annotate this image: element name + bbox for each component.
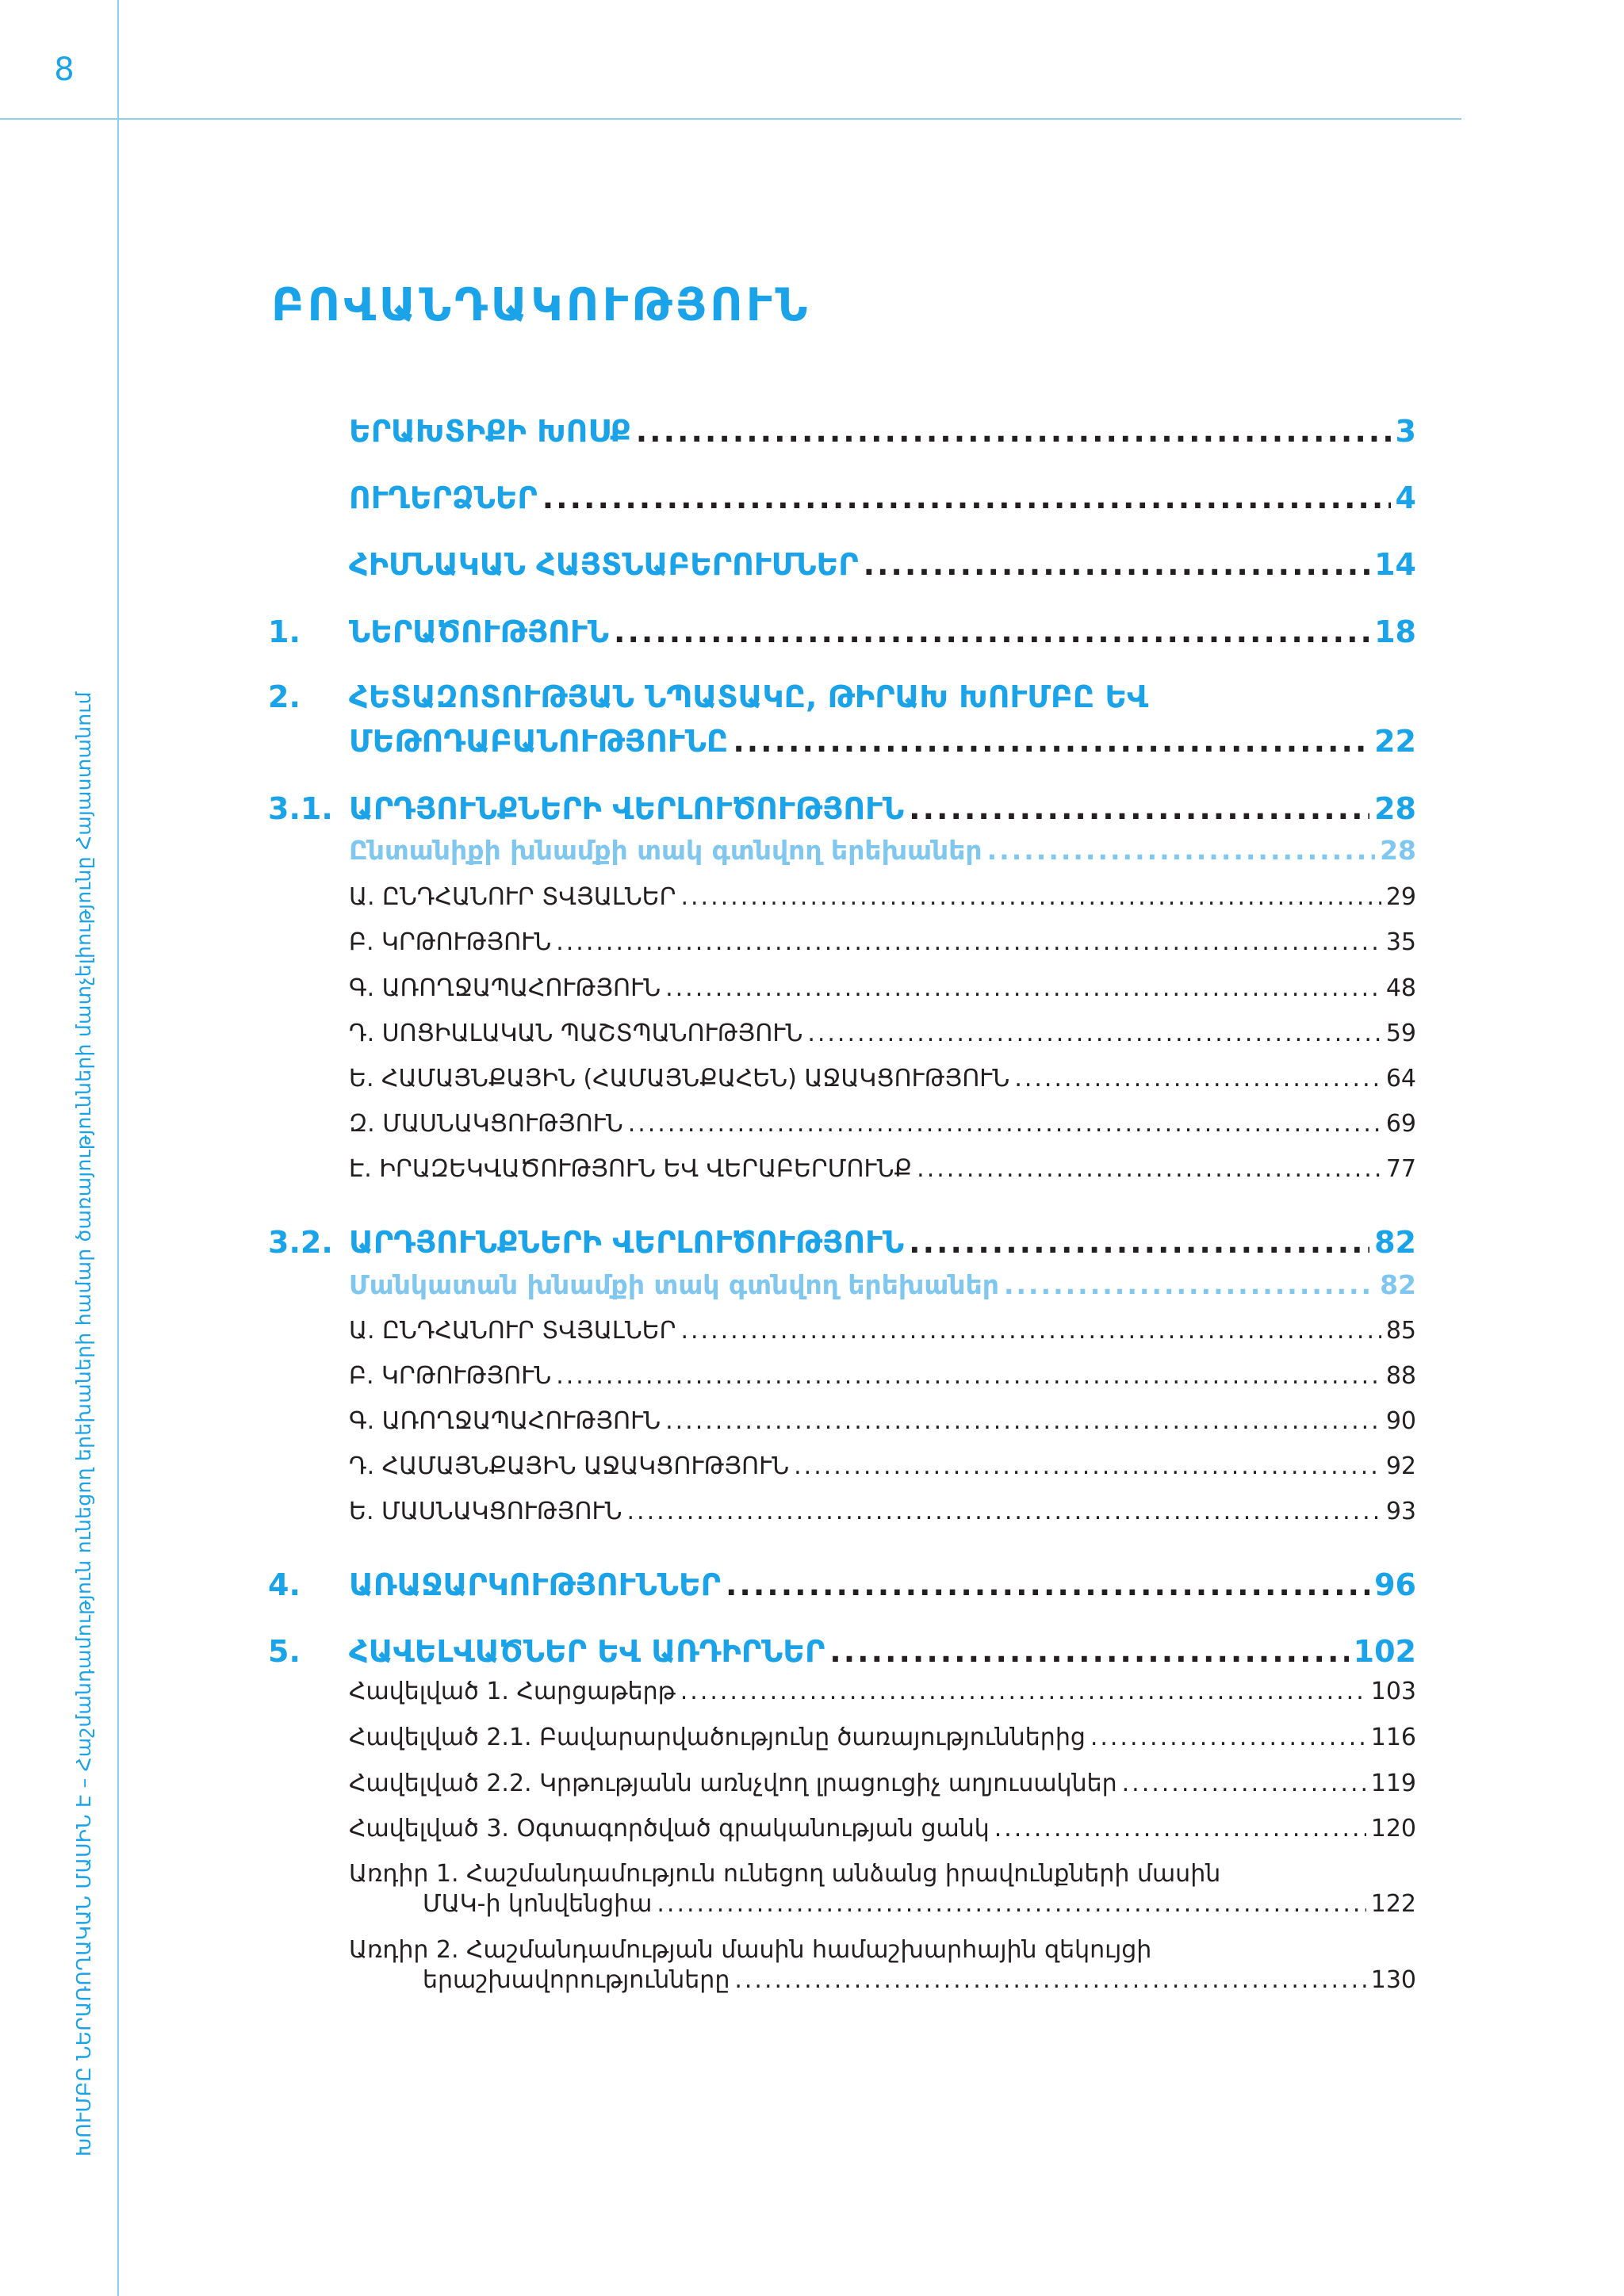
toc-entry-recommendations[interactable] — [268, 1567, 1416, 1602]
dot-leader — [665, 1406, 1381, 1437]
toc-insert-1[interactable] — [423, 1889, 1416, 1919]
toc-entry-section-3-1[interactable] — [268, 791, 1416, 826]
toc-entry-label: ՀԵՏԱԶՈՏՈՒԹՅԱՆ ՆՊԱՏԱԿԸ, ԹԻՐԱԽ ԽՈՒՄԲԸ ԵՎ — [349, 679, 1149, 714]
toc-insert-1-line1[interactable]: Առդիր 1. Հաշմանդամություն ունեցող անձանց իրավունքների մասին — [349, 1860, 1221, 1888]
toc-entry-number: 3.1. — [268, 791, 333, 826]
toc-insert-2[interactable] — [423, 1965, 1416, 1996]
toc-entry-annexes[interactable] — [268, 1634, 1416, 1669]
toc-entry-page: 122 — [1370, 1890, 1416, 1918]
toc-annex-item[interactable] — [349, 1723, 1416, 1753]
toc-entry-foreword[interactable] — [349, 414, 1416, 449]
toc-entry-page: 28 — [1374, 791, 1416, 826]
toc-entry-page: 22 — [1374, 724, 1416, 759]
toc-entry-page: 93 — [1385, 1498, 1416, 1525]
toc-entry-label: Մանկատան խնամքի տակ գտնվող երեխաներ — [349, 1269, 999, 1300]
toc-entry-number: 3.2. — [268, 1225, 333, 1260]
toc-entry-label: Ընտանիքի խնամքի տակ գտնվող երեխաներ — [349, 835, 982, 866]
toc-entry-methodology-line1[interactable] — [268, 679, 1149, 714]
dot-leader — [657, 1889, 1365, 1919]
toc-subentry[interactable] — [349, 1019, 1416, 1049]
dot-leader — [680, 1677, 1366, 1707]
toc-subentry[interactable] — [349, 1497, 1416, 1527]
toc-entry-label: ԱՐԴՅՈՒՆՔՆԵՐԻ ՎԵՐԼՈՒԾՈՒԹՅՈՒՆ — [349, 1225, 905, 1260]
toc-entry-key-findings[interactable] — [349, 547, 1416, 582]
dot-leader — [665, 974, 1381, 1004]
dot-leader — [726, 1567, 1369, 1602]
toc-entry-number: 4. — [268, 1567, 301, 1602]
toc-entry-label: Ե. ՄԱՍՆԱԿՑՈՒԹՅՈՒՆ — [349, 1498, 622, 1525]
dot-leader — [1014, 1064, 1381, 1094]
toc-entry-page: 119 — [1370, 1770, 1416, 1797]
toc-entry-number: 5. — [268, 1634, 301, 1669]
toc-subtitle-family-care[interactable] — [349, 835, 1416, 867]
dot-leader — [680, 1316, 1381, 1346]
page-number: 8 — [54, 52, 75, 88]
dot-leader — [614, 614, 1369, 649]
dot-leader — [1090, 1723, 1366, 1753]
toc-entry-label: Հավելված 2.1. Բավարարվածությունը ծառայություններից — [349, 1724, 1086, 1751]
dot-leader — [628, 1109, 1381, 1139]
toc-entry-acronyms[interactable] — [349, 480, 1416, 515]
toc-subentry[interactable] — [349, 1064, 1416, 1094]
toc-entry-page: 90 — [1385, 1407, 1416, 1435]
toc-entry-label: ՀԱՎԵԼՎԱԾՆԵՐ ԵՎ ԱՌԴԻՐՆԵՐ — [349, 1634, 825, 1669]
toc-title: ԲՈՎԱՆԴԱԿՈՒԹՅՈՒՆ — [271, 279, 811, 331]
toc-entry-page: 96 — [1374, 1567, 1416, 1602]
toc-annex-item[interactable] — [349, 1769, 1416, 1799]
toc-entry-introduction[interactable] — [268, 614, 1416, 649]
toc-subtitle-orphanage-care[interactable] — [349, 1269, 1416, 1301]
toc-annex-item[interactable] — [349, 1814, 1416, 1844]
toc-entry-page: 14 — [1374, 547, 1416, 582]
dot-leader — [864, 547, 1370, 582]
toc-entry-page: 120 — [1370, 1815, 1416, 1843]
toc-entry-label: Բ. ԿՐԹՈՒԹՅՈՒՆ — [349, 928, 552, 956]
toc-entry-label: Ե. ՀԱՄԱՅՆՔԱՅԻՆ (ՀԱՄԱՅՆՔԱՀԵՆ) ԱՋԱԿՑՈՒԹՅՈՒՆ — [349, 1065, 1010, 1093]
toc-entry-page: 102 — [1353, 1634, 1416, 1669]
dot-leader — [627, 1497, 1381, 1527]
dot-leader — [636, 414, 1391, 449]
dot-leader — [1122, 1769, 1366, 1799]
dot-leader — [556, 1361, 1381, 1391]
margin-vertical-rule — [117, 0, 119, 2296]
dot-leader — [1004, 1269, 1375, 1301]
toc-entry-page: 88 — [1385, 1362, 1416, 1390]
toc-entry-page: 130 — [1370, 1966, 1416, 1994]
dot-leader — [733, 724, 1369, 759]
toc-subentry[interactable] — [349, 1406, 1416, 1437]
toc-entry-page: 85 — [1385, 1317, 1416, 1345]
toc-subentry[interactable] — [349, 974, 1416, 1004]
toc-entry-methodology[interactable] — [349, 724, 1416, 759]
toc-entry-section-3-2[interactable] — [268, 1225, 1416, 1260]
toc-entry-label: Գ. ԱՌՈՂՋԱՊԱՀՈՒԹՅՈՒՆ — [349, 974, 661, 1002]
dot-leader — [734, 1965, 1365, 1996]
toc-entry-label: Է. ԻՐԱԶԵԿՎԱԾՈՒԹՅՈՒՆ ԵՎ ՎԵՐԱԲԵՐՄՈՒՆՔ — [349, 1155, 913, 1183]
toc-entry-number: 2. — [268, 679, 301, 714]
toc-subentry[interactable] — [349, 1154, 1416, 1184]
toc-entry-label: Հավելված 3. Օգտագործված գրականության ցանկ — [349, 1815, 990, 1843]
toc-entry-label: ՄԱԿ-ի կոնվենցիա — [423, 1890, 653, 1918]
toc-entry-page: 64 — [1385, 1065, 1416, 1093]
toc-entry-label: Ա. ԸՆԴՀԱՆՈՒՐ ՏՎՅԱԼՆԵՐ — [349, 1317, 676, 1345]
toc-entry-label: Հավելված 2.2. Կրթությանն առնչվող լրացուցիչ աղյուսակներ — [349, 1770, 1117, 1797]
side-running-title: ԽՈՒՄԲԸ ՆԵՐԱՌՈՂԱԿԱՆ ՄԱՍԻՆ Է – Հաշմանդամություն ունեցող երեխաների համար ծառայությունների մատչելիությունը Հայաստանում — [72, 691, 95, 2156]
toc-subentry[interactable] — [349, 1361, 1416, 1391]
toc-entry-label: Գ. ԱՌՈՂՋԱՊԱՀՈՒԹՅՈՒՆ — [349, 1407, 661, 1435]
dot-leader — [807, 1019, 1381, 1049]
toc-entry-page: 82 — [1374, 1225, 1416, 1260]
toc-entry-label: Հավելված 1. Հարցաթերթ — [349, 1678, 676, 1705]
toc-subentry[interactable] — [349, 1316, 1416, 1346]
toc-subentry[interactable] — [349, 928, 1416, 958]
toc-entry-label: ԱՐԴՅՈՒՆՔՆԵՐԻ ՎԵՐԼՈՒԾՈՒԹՅՈՒՆ — [349, 791, 905, 826]
toc-entry-label: ՀԻՄՆԱԿԱՆ ՀԱՅՏՆԱԲԵՐՈՒՄՆԵՐ — [349, 547, 859, 582]
toc-entry-label: ԵՐԱԽՏԻՔԻ ԽՈՍՔ — [349, 414, 631, 449]
dot-leader — [994, 1814, 1366, 1844]
dot-leader — [909, 791, 1369, 826]
dot-leader — [542, 480, 1391, 515]
toc-entry-number: 1. — [268, 614, 301, 649]
toc-entry-page: 103 — [1370, 1678, 1416, 1705]
toc-entry-page: 59 — [1385, 1020, 1416, 1047]
toc-entry-label: Դ. ՍՈՑԻԱԼԱԿԱՆ ՊԱՇՏՊԱՆՈՒԹՅՈՒՆ — [349, 1020, 803, 1047]
dot-leader — [556, 928, 1381, 958]
toc-subentry[interactable] — [349, 1109, 1416, 1139]
toc-entry-page: 48 — [1385, 974, 1416, 1002]
toc-subentry[interactable] — [349, 882, 1416, 913]
dot-leader — [680, 882, 1381, 913]
toc-entry-label: Զ. ՄԱՍՆԱԿՑՈՒԹՅՈՒՆ — [349, 1110, 623, 1138]
toc-entry-label: ՄԵԹՈԴԱԲԱՆՈՒԹՅՈՒՆԸ — [349, 724, 729, 759]
dot-leader — [829, 1634, 1348, 1669]
toc-entry-label: երաշխավորությունները — [423, 1966, 730, 1994]
toc-entry-page: 3 — [1395, 414, 1416, 449]
toc-entry-page: 116 — [1370, 1724, 1416, 1751]
toc-entry-page: 29 — [1385, 883, 1416, 911]
dot-leader — [987, 835, 1375, 867]
toc-entry-page: 82 — [1380, 1269, 1416, 1300]
toc-annex-item[interactable] — [349, 1677, 1416, 1707]
toc-entry-page: 92 — [1385, 1452, 1416, 1480]
toc-subentry[interactable] — [349, 1452, 1416, 1482]
toc-entry-page: 69 — [1385, 1110, 1416, 1138]
dot-leader — [917, 1154, 1381, 1184]
toc-entry-page: 35 — [1385, 928, 1416, 956]
toc-entry-label: Դ. ՀԱՄԱՅՆՔԱՅԻՆ ԱՋԱԿՑՈՒԹՅՈՒՆ — [349, 1452, 790, 1480]
dot-leader — [794, 1452, 1381, 1482]
toc-entry-label: ՆԵՐԱԾՈՒԹՅՈՒՆ — [349, 614, 610, 649]
header-horizontal-rule — [0, 118, 1461, 120]
toc-entry-label: ԱՌԱՋԱՐԿՈՒԹՅՈՒՆՆԵՐ — [349, 1567, 721, 1602]
toc-entry-label: Ա. ԸՆԴՀԱՆՈՒՐ ՏՎՅԱԼՆԵՐ — [349, 883, 676, 911]
toc-entry-label: Բ. ԿՐԹՈՒԹՅՈՒՆ — [349, 1362, 552, 1390]
toc-insert-2-line1[interactable]: Առդիր 2. Հաշմանդամության մասին համաշխարհային զեկույցի — [349, 1936, 1152, 1964]
toc-entry-page: 18 — [1374, 614, 1416, 649]
toc-entry-page: 28 — [1380, 835, 1416, 866]
dot-leader — [909, 1225, 1369, 1260]
toc-entry-label: ՈՒՂԵՐՁՆԵՐ — [349, 480, 538, 515]
toc-entry-page: 77 — [1385, 1155, 1416, 1183]
toc-entry-page: 4 — [1395, 480, 1416, 515]
